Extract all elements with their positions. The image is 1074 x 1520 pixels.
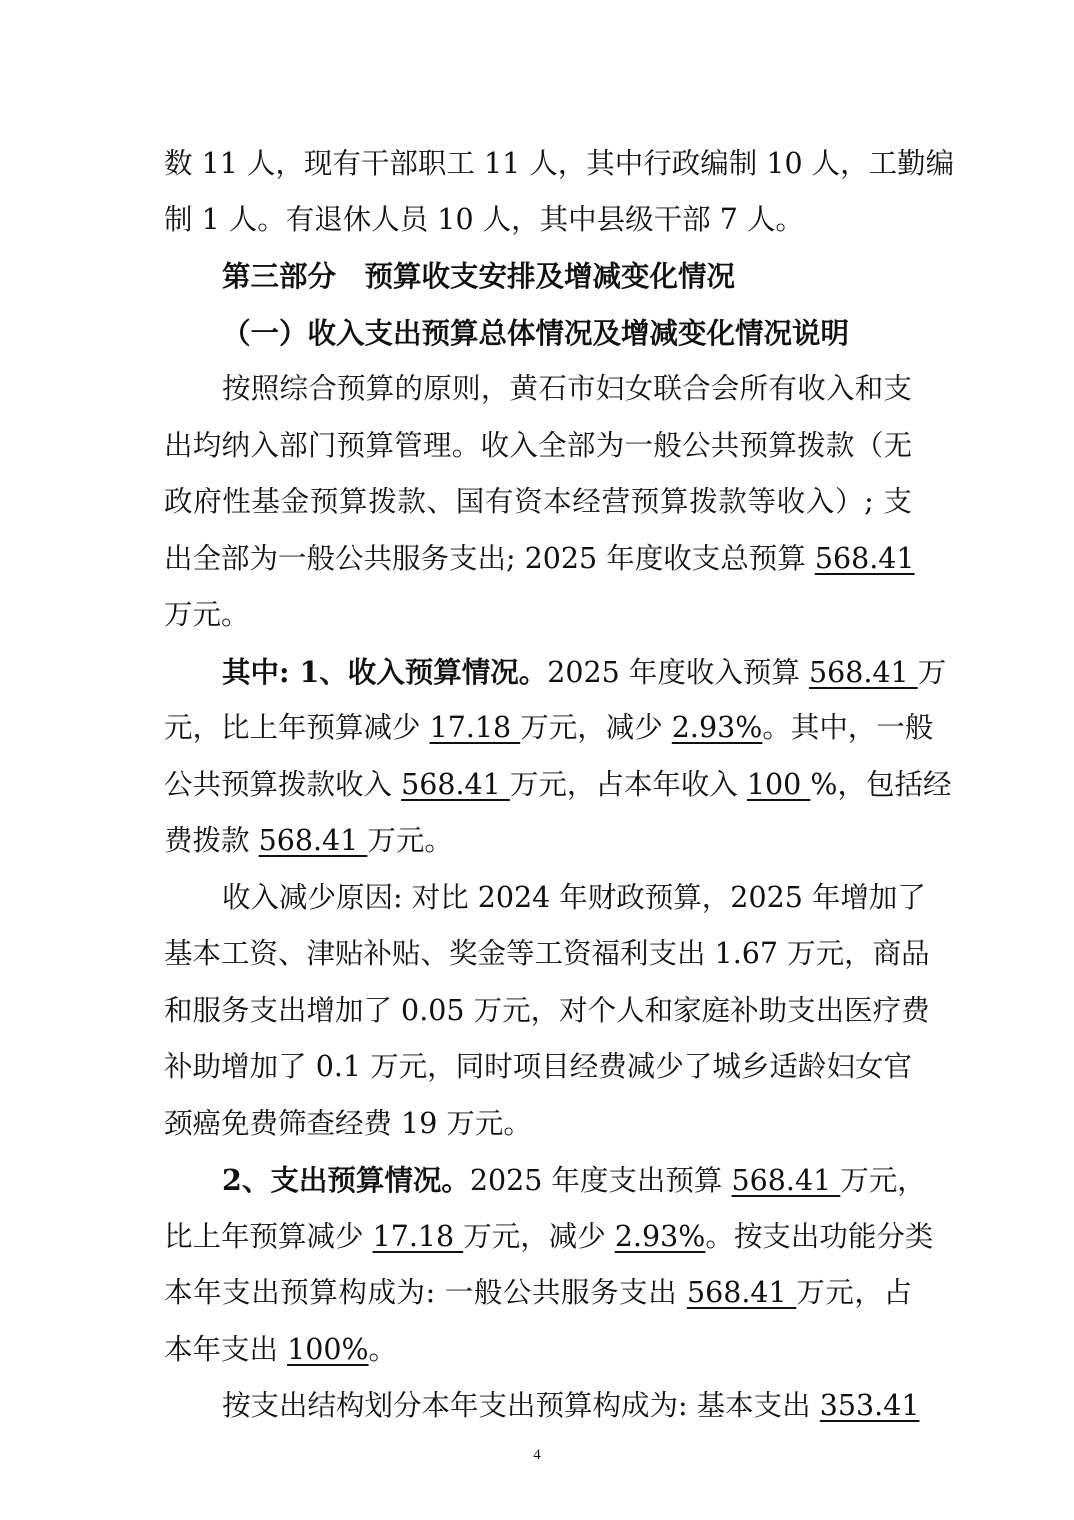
underlined-value: 568.41 <box>401 768 510 801</box>
body-line: 数 11 人，现有干部职工 11 人，其中行政编制 10 人，工勤编 <box>164 147 955 180</box>
underlined-value: 568.41 <box>731 1164 841 1197</box>
body-line: 和服务支出增加了 0.05 万元，对个人和家庭补助支出医疗费 <box>164 994 930 1027</box>
line-text: 。其中，一般 <box>762 711 934 744</box>
body-line <box>164 765 952 805</box>
body-line: 收入减少原因: 对比 2024 年财政预算，2025 年增加了 <box>222 881 926 914</box>
body-line: 政府性基金预算拨款、国有资本经营预算拨款等收入）; 支 <box>164 485 912 518</box>
line-text: %，包括经 <box>810 768 952 801</box>
body-line <box>222 1386 920 1426</box>
line-text: 按支出结构划分本年支出预算构成为: 基本支出 <box>222 1389 820 1422</box>
body-line <box>222 652 947 692</box>
line-text: 万元。 <box>367 824 453 857</box>
underlined-value: 2.93% <box>671 711 763 744</box>
underlined-value: 568.41 <box>686 1276 797 1309</box>
underlined-value: 17.18 <box>372 1220 464 1253</box>
body-line: 补助增加了 0.1 万元，同时项目经费减少了城乡适龄妇女官 <box>164 1050 912 1083</box>
bold-lead: 2、支出预算情况。 <box>222 1163 470 1197</box>
body-line: 按照综合预算的原则，黄石市妇女联合会所有收入和支 <box>222 372 912 405</box>
underlined-value: 568.41 <box>814 542 915 575</box>
body-line <box>164 1330 912 1370</box>
body-line: 制 1 人。有退休人员 10 人，其中县级干部 7 人。 <box>164 203 804 236</box>
underlined-value: 100 <box>746 768 811 801</box>
line-text: 公共预算拨款收入 <box>164 768 402 801</box>
body-line: 出均纳入部门预算管理。收入全部为一般公共预算拨款（无 <box>164 429 912 462</box>
body-line <box>164 1217 934 1257</box>
page-number: 4 <box>533 1447 541 1463</box>
line-text: 2025 年度收入预算 <box>547 656 809 689</box>
line-text: 。 <box>368 1333 398 1366</box>
line-text: 元，比上年预算减少 <box>164 711 430 744</box>
line-text: 费拨款 <box>164 824 259 857</box>
subsection-heading: （一）收入支出预算总体情况及增减变化情况说明 <box>222 316 850 350</box>
line-text: 万元， <box>840 1164 926 1197</box>
line-text: 比上年预算减少 <box>164 1220 373 1253</box>
line-text: 万元，减少 <box>463 1220 615 1253</box>
underlined-value: 568.41 <box>808 656 918 689</box>
line-text: 本年支出 <box>164 1333 288 1366</box>
body-line <box>164 821 912 861</box>
line-text: 2025 年度支出预算 <box>469 1164 732 1197</box>
line-text: 本年支出预算构成为: 一般公共服务支出 <box>164 1276 687 1309</box>
underlined-value: 17.18 <box>429 711 521 744</box>
underlined-value: 353.41 <box>819 1389 920 1422</box>
body-line: 颈癌免费筛查经费 19 万元。 <box>164 1107 532 1140</box>
line-text: 万 <box>917 656 947 689</box>
body-line <box>164 1273 912 1313</box>
line-text: 万元，占本年收入 <box>509 768 747 801</box>
bold-lead: 其中: 1、收入预算情况。 <box>222 655 548 689</box>
line-text: 万元，减少 <box>520 711 672 744</box>
line-text: 万元，占 <box>796 1276 912 1309</box>
line-text: 。按支出功能分类 <box>705 1220 934 1253</box>
body-line <box>222 1160 926 1200</box>
underlined-value: 2.93% <box>614 1220 706 1253</box>
underlined-value: 568.41 <box>258 824 368 857</box>
body-line: 万元。 <box>164 598 250 631</box>
line-text: 出全部为一般公共服务支出; 2025 年度收支总预算 <box>164 542 815 575</box>
section-heading: 第三部分 预算收支安排及增减变化情况 <box>222 259 736 293</box>
body-line <box>164 539 915 579</box>
body-line <box>164 708 934 748</box>
underlined-value: 100% <box>287 1333 369 1366</box>
body-line: 基本工资、津贴补贴、奖金等工资福利支出 1.67 万元，商品 <box>164 937 930 970</box>
